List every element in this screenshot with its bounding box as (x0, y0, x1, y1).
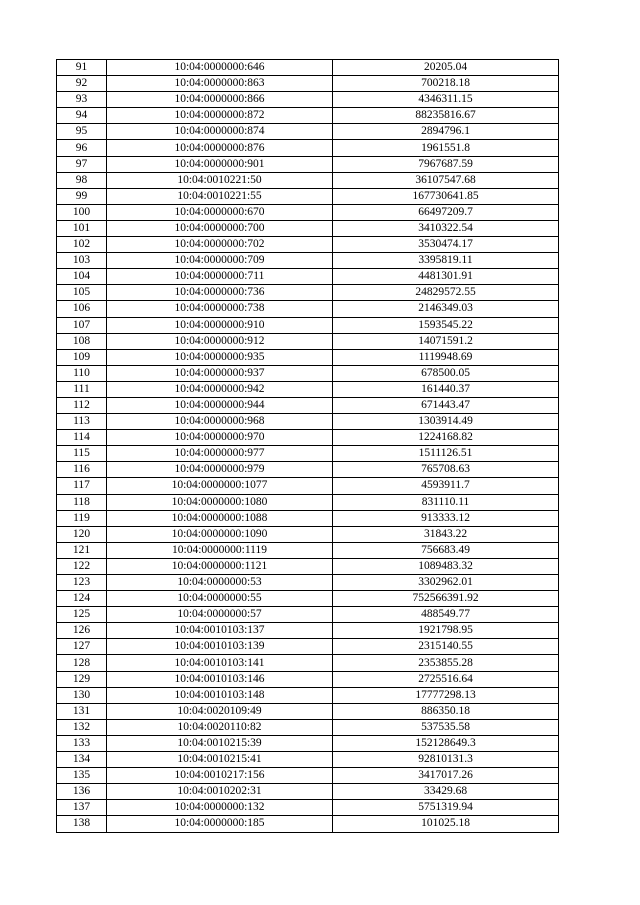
row-number-cell: 136 (57, 784, 107, 800)
row-number-cell: 124 (57, 591, 107, 607)
row-number-cell: 128 (57, 655, 107, 671)
row-number-cell: 109 (57, 349, 107, 365)
row-number-cell: 130 (57, 687, 107, 703)
row-number-cell: 133 (57, 735, 107, 751)
value-cell: 765708.63 (333, 462, 559, 478)
row-number-cell: 135 (57, 768, 107, 784)
table-row (57, 752, 559, 768)
cadastral-number-cell: 10:04:0000000:1121 (107, 558, 333, 574)
value-cell: 152128649.3 (333, 735, 559, 751)
row-number-cell: 121 (57, 542, 107, 558)
table-row (57, 558, 559, 574)
value-cell: 24829572.55 (333, 285, 559, 301)
value-cell: 66497209.7 (333, 204, 559, 220)
table-row (57, 285, 559, 301)
table-row (57, 784, 559, 800)
cadastral-number-cell: 10:04:0000000:935 (107, 349, 333, 365)
cadastral-number-cell: 10:04:0000000:872 (107, 108, 333, 124)
value-cell: 1961551.8 (333, 140, 559, 156)
row-number-cell: 91 (57, 60, 107, 76)
value-cell: 167730641.85 (333, 188, 559, 204)
row-number-cell: 134 (57, 752, 107, 768)
table-row (57, 623, 559, 639)
table-row (57, 188, 559, 204)
value-cell: 1224168.82 (333, 430, 559, 446)
row-number-cell: 126 (57, 623, 107, 639)
cadastral-number-cell: 10:04:0000000:709 (107, 253, 333, 269)
cadastral-number-cell: 10:04:0000000:646 (107, 60, 333, 76)
value-cell: 2315140.55 (333, 639, 559, 655)
value-cell: 4481301.91 (333, 269, 559, 285)
row-number-cell: 132 (57, 719, 107, 735)
cadastral-number-cell: 10:04:0010103:139 (107, 639, 333, 655)
row-number-cell: 99 (57, 188, 107, 204)
value-cell: 161440.37 (333, 381, 559, 397)
cadastral-number-cell: 10:04:0000000:968 (107, 414, 333, 430)
table-row (57, 687, 559, 703)
cadastral-number-cell: 10:04:0000000:670 (107, 204, 333, 220)
value-cell: 5751319.94 (333, 800, 559, 816)
row-number-cell: 104 (57, 269, 107, 285)
value-cell: 20205.04 (333, 60, 559, 76)
table-row (57, 253, 559, 269)
row-number-cell: 93 (57, 92, 107, 108)
row-number-cell: 105 (57, 285, 107, 301)
row-number-cell: 97 (57, 156, 107, 172)
table-row (57, 478, 559, 494)
table-row (57, 381, 559, 397)
value-cell: 17777298.13 (333, 687, 559, 703)
value-cell: 678500.05 (333, 365, 559, 381)
table-row (57, 108, 559, 124)
cadastral-number-cell: 10:04:0000000:1080 (107, 494, 333, 510)
row-number-cell: 112 (57, 397, 107, 413)
value-cell: 756683.49 (333, 542, 559, 558)
value-cell: 2725516.64 (333, 671, 559, 687)
cadastral-number-cell: 10:04:0010215:41 (107, 752, 333, 768)
cadastral-number-cell: 10:04:0000000:711 (107, 269, 333, 285)
cadastral-number-cell: 10:04:0000000:1088 (107, 510, 333, 526)
table-row (57, 92, 559, 108)
cadastral-number-cell: 10:04:0000000:1077 (107, 478, 333, 494)
value-cell: 1511126.51 (333, 446, 559, 462)
row-number-cell: 116 (57, 462, 107, 478)
value-cell: 1303914.49 (333, 414, 559, 430)
row-number-cell: 115 (57, 446, 107, 462)
row-number-cell: 103 (57, 253, 107, 269)
cadastral-number-cell: 10:04:0000000:700 (107, 220, 333, 236)
table-row (57, 494, 559, 510)
cadastral-number-cell: 10:04:0010221:50 (107, 172, 333, 188)
row-number-cell: 100 (57, 204, 107, 220)
row-number-cell: 106 (57, 301, 107, 317)
table-row (57, 140, 559, 156)
table-row (57, 446, 559, 462)
cadastral-number-cell: 10:04:0010215:39 (107, 735, 333, 751)
cadastral-number-cell: 10:04:0000000:977 (107, 446, 333, 462)
row-number-cell: 131 (57, 703, 107, 719)
value-cell: 4593911.7 (333, 478, 559, 494)
row-number-cell: 127 (57, 639, 107, 655)
row-number-cell: 114 (57, 430, 107, 446)
cadastral-number-cell: 10:04:0020109:49 (107, 703, 333, 719)
table-row (57, 156, 559, 172)
cadastral-number-cell: 10:04:0000000:912 (107, 333, 333, 349)
table-row (57, 397, 559, 413)
cadastral-number-cell: 10:04:0000000:910 (107, 317, 333, 333)
cadastral-number-cell: 10:04:0000000:942 (107, 381, 333, 397)
cadastral-number-cell: 10:04:0010103:146 (107, 671, 333, 687)
table-row (57, 639, 559, 655)
table-row (57, 526, 559, 542)
value-cell: 3395819.11 (333, 253, 559, 269)
row-number-cell: 107 (57, 317, 107, 333)
table-row (57, 414, 559, 430)
table-row (57, 317, 559, 333)
row-number-cell: 125 (57, 607, 107, 623)
row-number-cell: 95 (57, 124, 107, 140)
cadastral-number-cell: 10:04:0000000:1090 (107, 526, 333, 542)
cadastral-number-cell: 10:04:0010103:137 (107, 623, 333, 639)
cadastral-number-cell: 10:04:0010221:55 (107, 188, 333, 204)
row-number-cell: 108 (57, 333, 107, 349)
value-cell: 831110.11 (333, 494, 559, 510)
row-number-cell: 102 (57, 237, 107, 253)
value-cell: 14071591.2 (333, 333, 559, 349)
cadastral-number-cell: 10:04:0020110:82 (107, 719, 333, 735)
cadastral-number-cell: 10:04:0000000:874 (107, 124, 333, 140)
value-cell: 88235816.67 (333, 108, 559, 124)
table-row (57, 719, 559, 735)
value-cell: 537535.58 (333, 719, 559, 735)
table-row (57, 542, 559, 558)
cadastral-number-cell: 10:04:0000000:736 (107, 285, 333, 301)
table-row (57, 269, 559, 285)
cadastral-number-cell: 10:04:0010103:141 (107, 655, 333, 671)
table-row (57, 237, 559, 253)
cadastral-number-cell: 10:04:0010103:148 (107, 687, 333, 703)
data-table (56, 59, 559, 833)
value-cell: 488549.77 (333, 607, 559, 623)
value-cell: 1119948.69 (333, 349, 559, 365)
table-body (57, 60, 559, 833)
row-number-cell: 117 (57, 478, 107, 494)
cadastral-number-cell: 10:04:0000000:970 (107, 430, 333, 446)
table-row (57, 816, 559, 832)
row-number-cell: 119 (57, 510, 107, 526)
value-cell: 7967687.59 (333, 156, 559, 172)
cadastral-number-cell: 10:04:0000000:876 (107, 140, 333, 156)
cadastral-number-cell: 10:04:0000000:944 (107, 397, 333, 413)
cadastral-number-cell: 10:04:0000000:57 (107, 607, 333, 623)
table-row (57, 591, 559, 607)
value-cell: 36107547.68 (333, 172, 559, 188)
row-number-cell: 110 (57, 365, 107, 381)
table-row (57, 800, 559, 816)
value-cell: 33429.68 (333, 784, 559, 800)
row-number-cell: 122 (57, 558, 107, 574)
table-row (57, 510, 559, 526)
table-row (57, 462, 559, 478)
cadastral-number-cell: 10:04:0000000:979 (107, 462, 333, 478)
cadastral-number-cell: 10:04:0000000:55 (107, 591, 333, 607)
value-cell: 101025.18 (333, 816, 559, 832)
value-cell: 2894796.1 (333, 124, 559, 140)
table-row (57, 76, 559, 92)
table-row (57, 365, 559, 381)
value-cell: 4346311.15 (333, 92, 559, 108)
table-row (57, 220, 559, 236)
table-row (57, 204, 559, 220)
value-cell: 752566391.92 (333, 591, 559, 607)
table-row (57, 172, 559, 188)
cadastral-number-cell: 10:04:0000000:1119 (107, 542, 333, 558)
cadastral-number-cell: 10:04:0000000:53 (107, 575, 333, 591)
table-row (57, 768, 559, 784)
row-number-cell: 111 (57, 381, 107, 397)
cadastral-number-cell: 10:04:0000000:937 (107, 365, 333, 381)
row-number-cell: 123 (57, 575, 107, 591)
row-number-cell: 129 (57, 671, 107, 687)
value-cell: 913333.12 (333, 510, 559, 526)
value-cell: 1593545.22 (333, 317, 559, 333)
value-cell: 31843.22 (333, 526, 559, 542)
value-cell: 886350.18 (333, 703, 559, 719)
row-number-cell: 101 (57, 220, 107, 236)
cadastral-number-cell: 10:04:0010217:156 (107, 768, 333, 784)
cadastral-number-cell: 10:04:0000000:901 (107, 156, 333, 172)
row-number-cell: 98 (57, 172, 107, 188)
table-row (57, 655, 559, 671)
row-number-cell: 92 (57, 76, 107, 92)
value-cell: 3417017.26 (333, 768, 559, 784)
row-number-cell: 94 (57, 108, 107, 124)
cadastral-number-cell: 10:04:0000000:738 (107, 301, 333, 317)
value-cell: 3302962.01 (333, 575, 559, 591)
cadastral-number-cell: 10:04:0000000:702 (107, 237, 333, 253)
cadastral-number-cell: 10:04:0000000:185 (107, 816, 333, 832)
row-number-cell: 96 (57, 140, 107, 156)
value-cell: 671443.47 (333, 397, 559, 413)
table-row (57, 333, 559, 349)
table-row (57, 703, 559, 719)
cadastral-number-cell: 10:04:0000000:866 (107, 92, 333, 108)
value-cell: 1921798.95 (333, 623, 559, 639)
value-cell: 700218.18 (333, 76, 559, 92)
cadastral-number-cell: 10:04:0000000:863 (107, 76, 333, 92)
table-row (57, 575, 559, 591)
value-cell: 2146349.03 (333, 301, 559, 317)
table-row (57, 60, 559, 76)
cadastral-number-cell: 10:04:0000000:132 (107, 800, 333, 816)
table-row (57, 671, 559, 687)
value-cell: 92810131.3 (333, 752, 559, 768)
row-number-cell: 120 (57, 526, 107, 542)
table-row (57, 124, 559, 140)
value-cell: 3530474.17 (333, 237, 559, 253)
table-row (57, 430, 559, 446)
table-row (57, 349, 559, 365)
value-cell: 3410322.54 (333, 220, 559, 236)
table-row (57, 735, 559, 751)
table-row (57, 607, 559, 623)
row-number-cell: 118 (57, 494, 107, 510)
row-number-cell: 137 (57, 800, 107, 816)
value-cell: 2353855.28 (333, 655, 559, 671)
value-cell: 1089483.32 (333, 558, 559, 574)
cadastral-number-cell: 10:04:0010202:31 (107, 784, 333, 800)
row-number-cell: 138 (57, 816, 107, 832)
table-row (57, 301, 559, 317)
row-number-cell: 113 (57, 414, 107, 430)
